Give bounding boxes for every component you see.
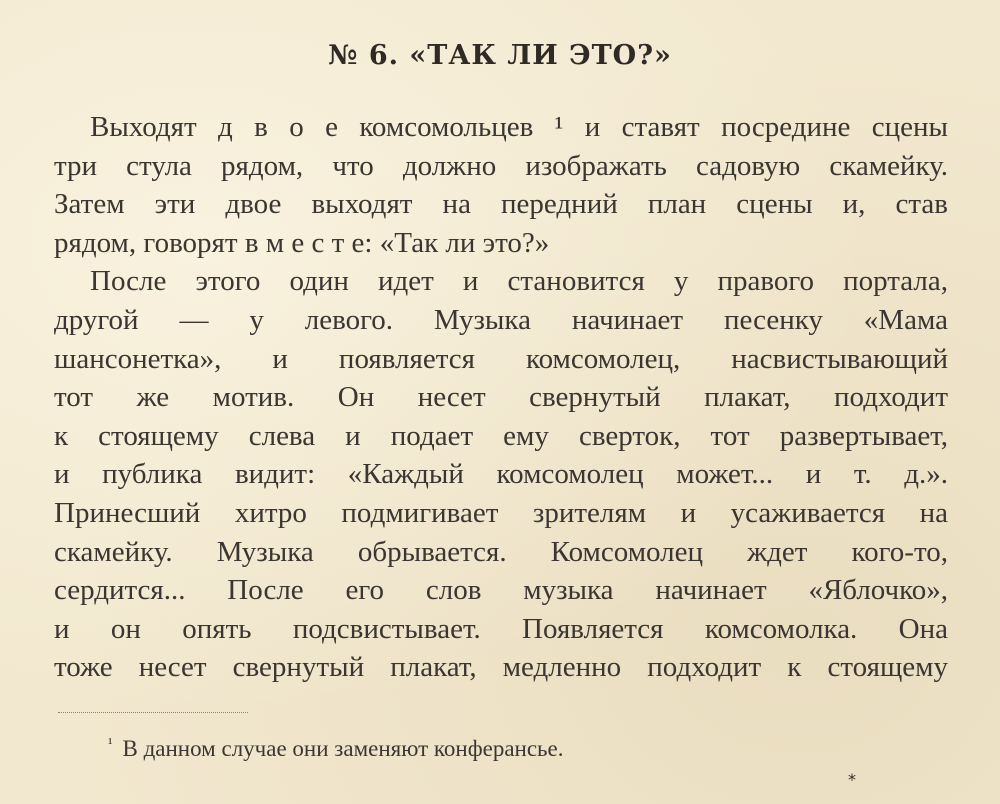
- page-mark: *: [848, 770, 856, 789]
- text-line: к стоящему слева и подает ему сверток, тот развертывает,: [54, 419, 948, 452]
- text-line: Принесший хитро подмигивает зрителям и усаживается на: [54, 496, 948, 529]
- text-line: После этого один идет и становится у правого портала,: [90, 265, 948, 298]
- text-line: тот же мотив. Он несет свернутый плакат, подходит: [54, 381, 948, 414]
- text-line: скамейку. Музыка обрывается. Комсомолец ждет кого-то,: [54, 535, 948, 568]
- text-line: Выходят д в о е комсомольцев ¹ и ставят посредине сцены: [90, 111, 948, 143]
- footnote-marker: ¹: [108, 736, 113, 752]
- footnote: [108, 736, 564, 762]
- body-text: [54, 108, 948, 687]
- text-line: и публика видит: «Каждый комсомолец может... и т. д.».: [54, 458, 948, 491]
- footnote-divider: [58, 712, 248, 713]
- text-line: и он опять подсвистывает. Появляется комсомолка. Она: [54, 612, 948, 645]
- text-line: Затем эти двое выходят на передний план сцены и, став: [54, 188, 948, 221]
- text-line: сердится... После его слов музыка начинает «Яблочко»,: [54, 574, 948, 607]
- text-line: тоже несет свернутый плакат, медленно подходит к стоящему: [54, 651, 948, 684]
- text-line: шансонетка», и появляется комсомолец, насвистывающий: [54, 342, 948, 375]
- text-line: три стула рядом, что должно изображать садовую скамейку.: [54, 149, 948, 182]
- footnote-text: В данном случае они заменяют конферансье.: [122, 736, 564, 761]
- text-line: другой — у левого. Музыка начинает песенку «Мама: [54, 303, 948, 336]
- section-heading: № 6. «ТАК ЛИ ЭТО?»: [328, 40, 672, 71]
- text-line: рядом, говорят в м е с т е: «Так ли это?»: [54, 226, 550, 259]
